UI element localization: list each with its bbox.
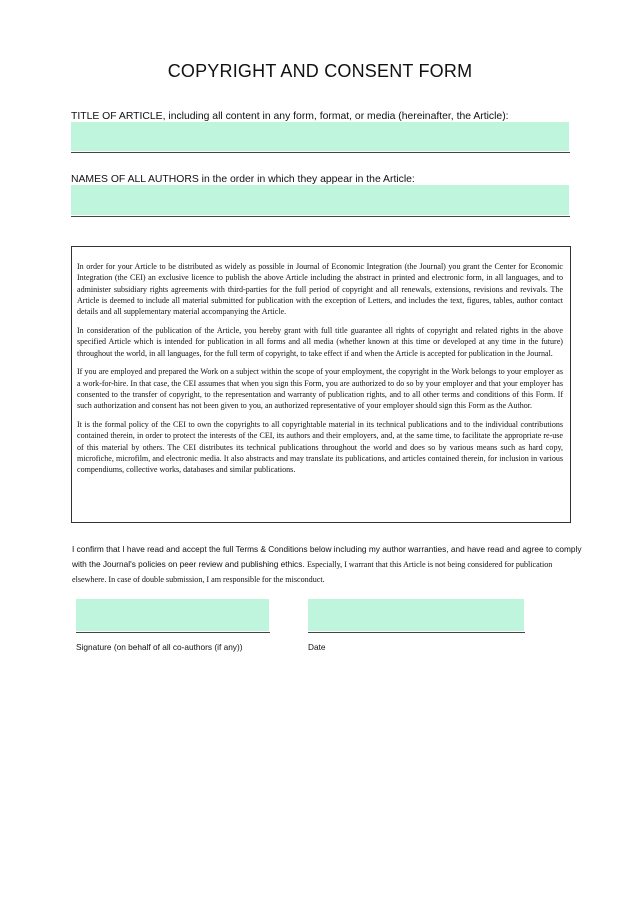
signature-underline [76,632,270,633]
terms-paragraph-licence: In order for your Article to be distributed as widely as possible in Journal of Economic Integration (the Journal) you grant the Center for Economic Integration (the CEI) an exclusive licence to publish the above Article including the abstract in printed and electronic form, in all languages, and to administer subsidiary rights agreements with third-parties for the full period of copyright and all renewals, extensions, revisions and revivals. The Article is deemed to include all material submitted for publication with the exception of Letters, and includes the text, figures, tables, author contact details and all supplementary material accompanying the Article. [77,262,563,317]
date-field[interactable] [308,599,524,631]
date-underline [308,632,525,633]
article-title-underline [71,152,570,153]
confirmation-serif-text: Especially, I warrant that this Article is not being considered for publication elsewhere. In case of double submission, I am responsible for the misconduct. [72,560,553,584]
signature-field[interactable] [76,599,269,631]
terms-paragraph-consideration: In consideration of the publication of the Article, you hereby grant with full title guarantee all rights of copyright and related rights in the above specified Article which is intended for publication in all forms and all media (whether known at this time or developed at any time in the future) throughout the world, in all languages, for the full term of copyright, to take effect if and when the Article is accepted for publication in the Journal. [77,325,563,358]
terms-paragraph-employment: If you are employed and prepared the Work on a subject within the scope of your employment, the copyright in the Work belongs to your employer as a work-for-hire. In that case, the CEI assumes that when you sign this Form, you are authorized to do so by your employer and that your employer has consented to the transfer of copyright, to the representation and warranty of publication rights, and to all other terms and conditions of this Form. If such authorization and consent has not been given to you, an authorized representative of your employer should sign this Form as the Author. [77,367,563,411]
article-title-field[interactable] [71,122,569,151]
authors-label: NAMES OF ALL AUTHORS in the order in which they appear in the Article: [71,174,415,185]
authors-field[interactable] [71,185,569,215]
confirmation-sans-text: I confirm that I have read and accept the full Terms & Conditions below including my author warranties, and have read and agree to comply with the Journal's policies on peer review and publishing ethics. [72,544,582,569]
page-title: COPYRIGHT AND CONSENT FORM [167,61,473,81]
terms-box [71,246,571,523]
terms-paragraph-policy: It is the formal policy of the CEI to own the copyrights to all copyrightable material in its technical publications and to the individual contributions contained therein, in order to protect the interests of the CEI, its authors and their employers, and, at the same time, to facilitate the appropriate re-use of this material by others. The CEI distributes its technical publications throughout the world and does so by various means such as hard copy, microfiche, microfilm, and electronic media. It also abstracts and may translate its publications, and articles contained therein, for inclusion in various compendiums, collective works, databases and similar publications. [77,420,563,475]
authors-underline [71,216,570,217]
article-title-label: TITLE OF ARTICLE, including all content in any form, format, or media (hereinafter, the Article): [71,111,509,122]
confirmation-statement [72,542,582,587]
signature-label: Signature (on behalf of all co-authors (if any)) [76,642,243,652]
date-label: Date [308,642,326,652]
